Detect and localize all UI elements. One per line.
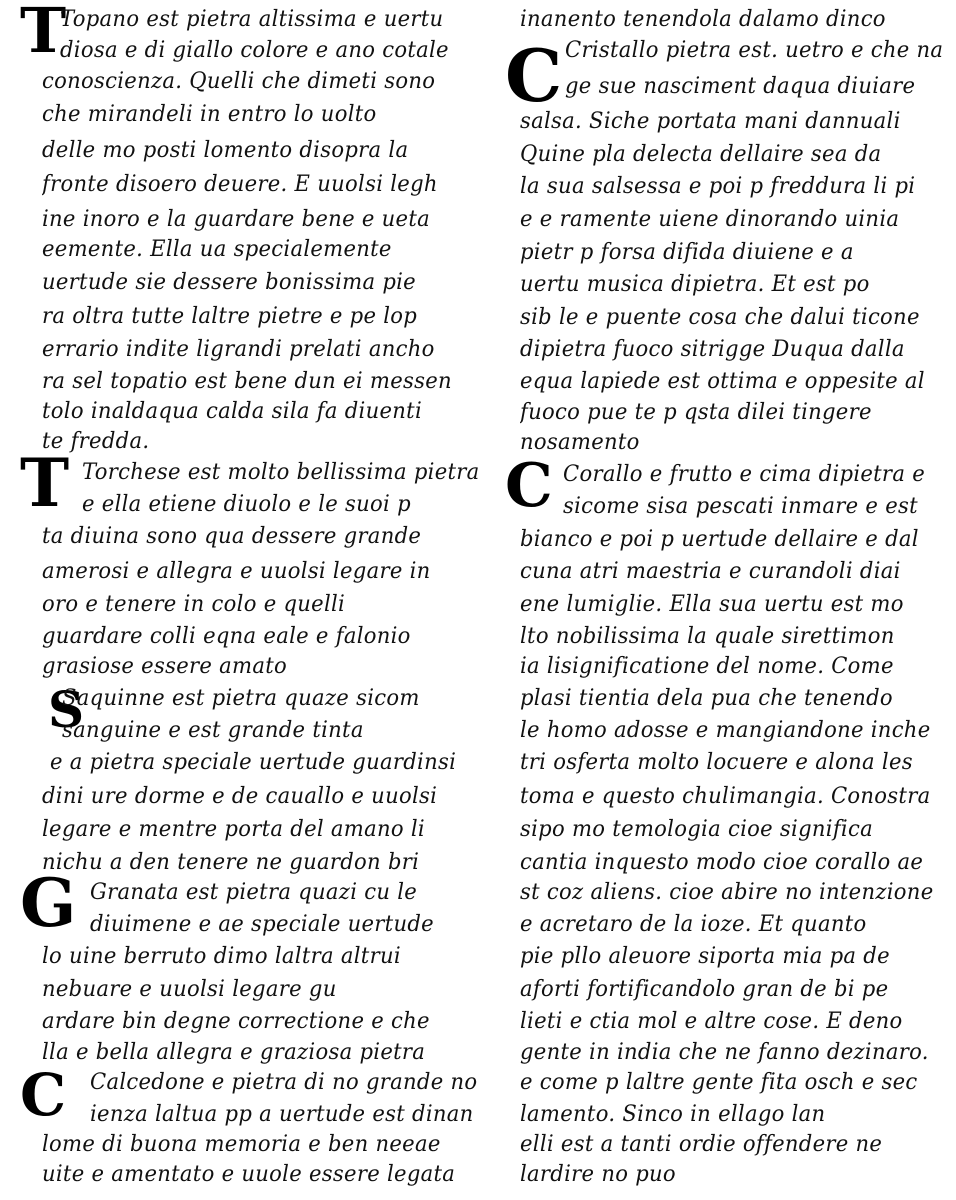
manuscript-line: Topano est pietra altissima e uertu (60, 7, 444, 32)
manuscript-line: nosamento (520, 430, 640, 455)
initial-letter: T (20, 0, 67, 67)
manuscript-line: tolo inaldaqua calda sila fa diuenti (42, 399, 422, 424)
manuscript-line: lardire no puo (520, 1162, 676, 1187)
manuscript-line: ra oltra tutte laltre pietre e pe lop (42, 304, 418, 329)
manuscript-line: lo uine berruto dimo laltra altrui (42, 944, 401, 969)
initial-letter: S (48, 680, 85, 739)
manuscript-line: Corallo e frutto e cima dipietra e (563, 462, 925, 487)
manuscript-line: amerosi e allegra e uuolsi legare in (42, 559, 431, 584)
manuscript-line: Cristallo pietra est. uetro e che na (565, 38, 944, 63)
manuscript-line: e acretaro de la ioze. Et quanto (520, 912, 867, 937)
manuscript-line: guardare colli eqna eale e falonio (42, 624, 411, 649)
manuscript-line: Torchese est molto bellissima pietra (82, 460, 480, 485)
manuscript-line: ge sue nasciment daqua diuiare (565, 74, 916, 99)
manuscript-line: diuimene e ae speciale uertude (90, 912, 434, 937)
manuscript-line: salsa. Siche portata mani dannuali (520, 109, 901, 134)
manuscript-line: inanento tenendola dalamo dinco (520, 7, 886, 32)
manuscript-line: sib le e puente cosa che dalui ticone (520, 305, 920, 330)
manuscript-line: lieti e ctia mol e altre cose. E deno (520, 1009, 903, 1034)
manuscript-line: uite e amentato e uuole essere legata (42, 1162, 456, 1187)
manuscript-line: le homo adosse e mangiandone inche (520, 718, 931, 743)
manuscript-line: ene lumiglie. Ella sua uertu est mo (520, 592, 904, 617)
manuscript-line: diosa e di giallo colore e ano cotale (60, 38, 449, 63)
manuscript-line: oro e tenere in colo e quelli (42, 592, 346, 617)
manuscript-line: errario indite ligrandi prelati ancho (42, 337, 435, 362)
manuscript-line: ine inoro e la guardare bene e ueta (42, 207, 430, 232)
manuscript-line: pie pllo aleuore siporta mia pa de (520, 944, 890, 969)
manuscript-line: sipo mo temologia cioe significa (520, 817, 873, 842)
manuscript-line: nichu a den tenere ne guardon bri (42, 850, 420, 875)
manuscript-line: lamento. Sinco in ellago lan (520, 1102, 826, 1127)
manuscript-line: bianco e poi p uertude dellaire e dal (520, 527, 919, 552)
initial-letter: C (20, 1061, 67, 1129)
left-column (20, 0, 480, 1200)
manuscript-line: ra sel topatio est bene dun ei messen (42, 369, 452, 394)
manuscript-line: che mirandeli in entro lo uolto (42, 102, 377, 127)
manuscript-line: sicome sisa pescati inmare e est (563, 494, 918, 519)
initial-letter: T (20, 444, 70, 522)
initial-letter: G (20, 864, 77, 942)
manuscript-line: la sua salsessa e poi p freddura li pi (520, 174, 916, 199)
manuscript-line: grasiose essere amato (42, 654, 288, 679)
manuscript-line: st coz aliens. cioe abire no intenzione (520, 880, 934, 905)
manuscript-line: Calcedone e pietra di no grande no (90, 1070, 478, 1095)
initial-letter: C (505, 33, 563, 118)
manuscript-line: elli est a tanti ordie offendere ne (520, 1132, 883, 1157)
manuscript-line: plasi tientia dela pua che tenendo (520, 686, 893, 711)
manuscript-line: aforti fortificandolo gran de bi pe (520, 977, 889, 1002)
manuscript-line: Quine pla delecta dellaire sea da (520, 142, 882, 167)
manuscript-line: equa lapiede est ottima e oppesite al (520, 369, 925, 394)
manuscript-line: cantia inquesto modo cioe corallo ae (520, 850, 924, 875)
manuscript-line: dini ure dorme e de cauallo e uuolsi (42, 784, 438, 809)
manuscript-line: lto nobilissima la quale sirettimon (520, 624, 895, 649)
manuscript-line: dipietra fuoco sitrigge Duqua dalla (520, 337, 905, 362)
manuscript-line: fuoco pue te p qsta dilei tingere (520, 400, 872, 425)
manuscript-line: e come p laltre gente fita osch e sec (520, 1070, 918, 1095)
initial-letter: C (505, 451, 553, 521)
manuscript-line: sanguine e est grande tinta (62, 718, 364, 743)
manuscript-line: ienza laltua pp a uertude est dinan (90, 1102, 474, 1127)
manuscript-line: legare e mentre porta del amano li (42, 817, 425, 842)
right-column (505, 0, 945, 1200)
manuscript-line: delle mo posti lomento disopra la (42, 138, 409, 163)
manuscript-line: ia lisignificatione del nome. Come (520, 654, 894, 679)
manuscript-line: pietr p forsa difida diuiene e a (520, 240, 854, 265)
manuscript-line: Saquinne est pietra quaze sicom (62, 686, 420, 711)
manuscript-line: te fredda. (42, 429, 150, 454)
manuscript-line: e ella etiene diuolo e le suoi p (82, 492, 411, 517)
manuscript-line: Granata est pietra quazi cu le (90, 880, 418, 905)
manuscript-line: conoscienza. Quelli che dimeti sono (42, 69, 436, 94)
manuscript-line: tri osferta molto locuere e alona les (520, 750, 913, 775)
manuscript-line: eemente. Ella ua specialemente (42, 237, 392, 262)
manuscript-line: gente in india che ne fanno dezinaro. (520, 1040, 929, 1065)
manuscript-line: fronte disoero deuere. E uuolsi legh (42, 172, 438, 197)
manuscript-line: uertu musica dipietra. Et est po (520, 272, 870, 297)
manuscript-line: lome di buona memoria e ben neeae (42, 1132, 441, 1157)
manuscript-line: ta diuina sono qua dessere grande (42, 524, 422, 549)
manuscript-line: e e ramente uiene dinorando uinia (520, 207, 900, 232)
manuscript-line: nebuare e uuolsi legare gu (42, 977, 337, 1002)
manuscript-line: e a pietra speciale uertude guardinsi (50, 750, 457, 775)
manuscript-line: toma e questo chulimangia. Conostra (520, 784, 931, 809)
manuscript-line: cuna atri maestria e curandoli diai (520, 559, 901, 584)
manuscript-line: ardare bin degne correctione e che (42, 1009, 430, 1034)
manuscript-line: lla e bella allegra e graziosa pietra (42, 1040, 426, 1065)
manuscript-line: uertude sie dessere bonissima pie (42, 270, 416, 295)
